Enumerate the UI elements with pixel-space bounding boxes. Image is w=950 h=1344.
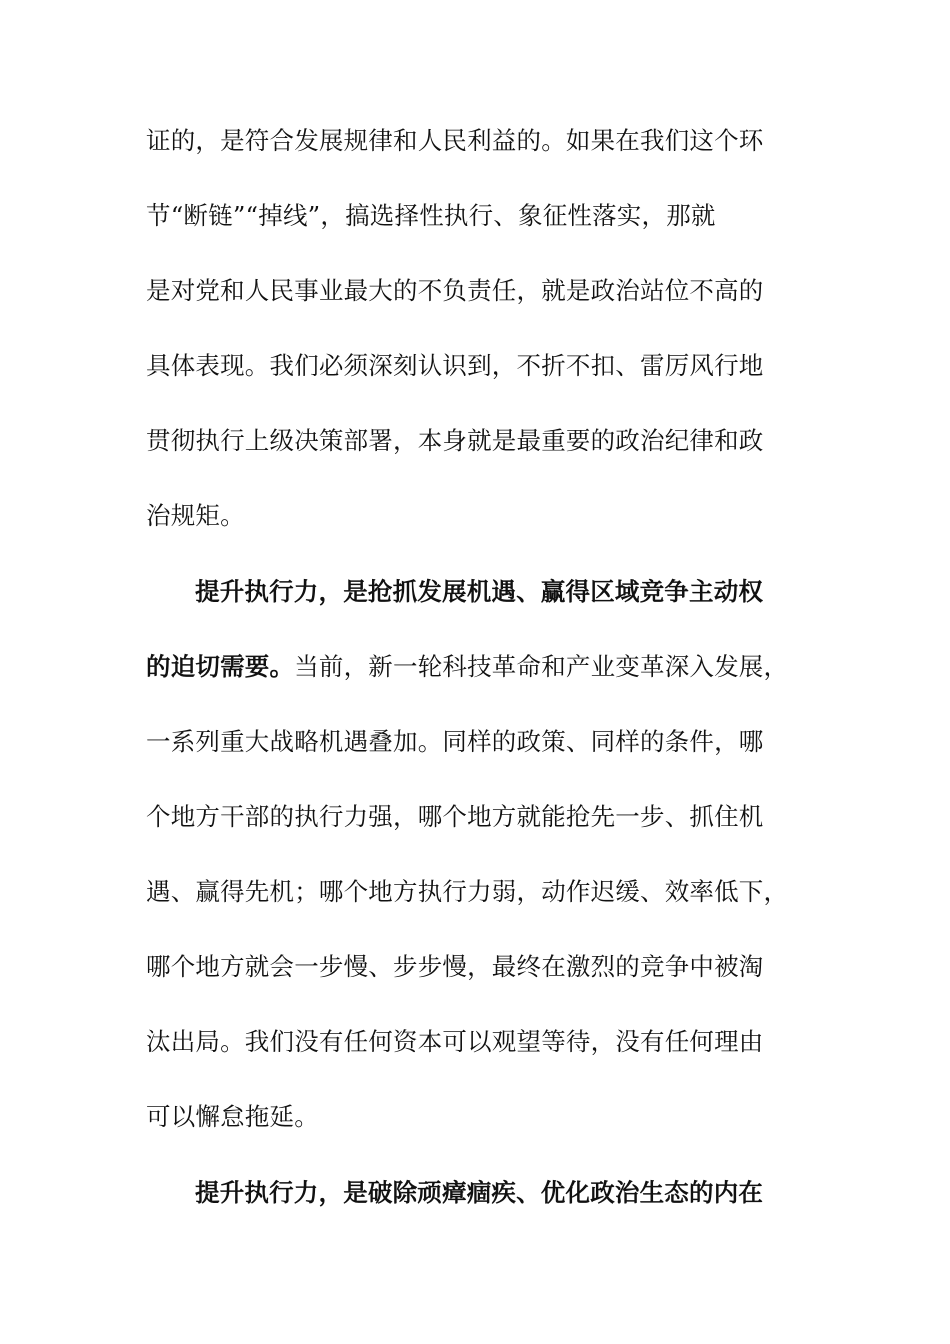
text-line: 可以懈怠拖延。 [146,1102,319,1131]
paragraph-heading: 提升执行力，是抢抓发展机遇、赢得区域竞争主动权 [195,577,764,606]
paragraph-heading-end: 的迫切需要。 [146,652,295,681]
text-line: 遇、赢得先机；哪个地方执行力弱，动作迟缓、效率低下， [146,877,789,906]
text-line: 节“断链”“掉线”，搞选择性执行、象征性落实，那就 [146,201,716,230]
text-line: 是对党和人民事业最大的不负责任，就是政治站位不高的 [146,276,764,305]
text-line-rest: 当前，新一轮科技革命和产业变革深入发展， [294,652,789,681]
text-line [146,647,806,687]
paragraph-heading: 提升执行力，是破除顽瘴痼疾、优化政治生态的内在 [195,1178,764,1207]
text-line: 具体表现。我们必须深刻认识到，不折不扣、雷厉风行地 [146,351,764,380]
text-line: 哪个地方就会一步慢、步步慢，最终在激烈的竞争中被淘 [146,952,764,981]
text-line: 个地方干部的执行力强，哪个地方就能抢先一步、抓住机 [146,802,764,831]
text-line: 证的，是符合发展规律和人民利益的。如果在我们这个环 [146,126,764,155]
text-line: 汰出局。我们没有任何资本可以观望等待，没有任何理由 [146,1027,764,1056]
text-line: 治规矩。 [146,501,245,530]
text-line: 贯彻执行上级决策部署，本身就是最重要的政治纪律和政 [146,426,764,455]
text-line: 一系列重大战略机遇叠加。同样的政策、同样的条件，哪 [146,727,764,756]
